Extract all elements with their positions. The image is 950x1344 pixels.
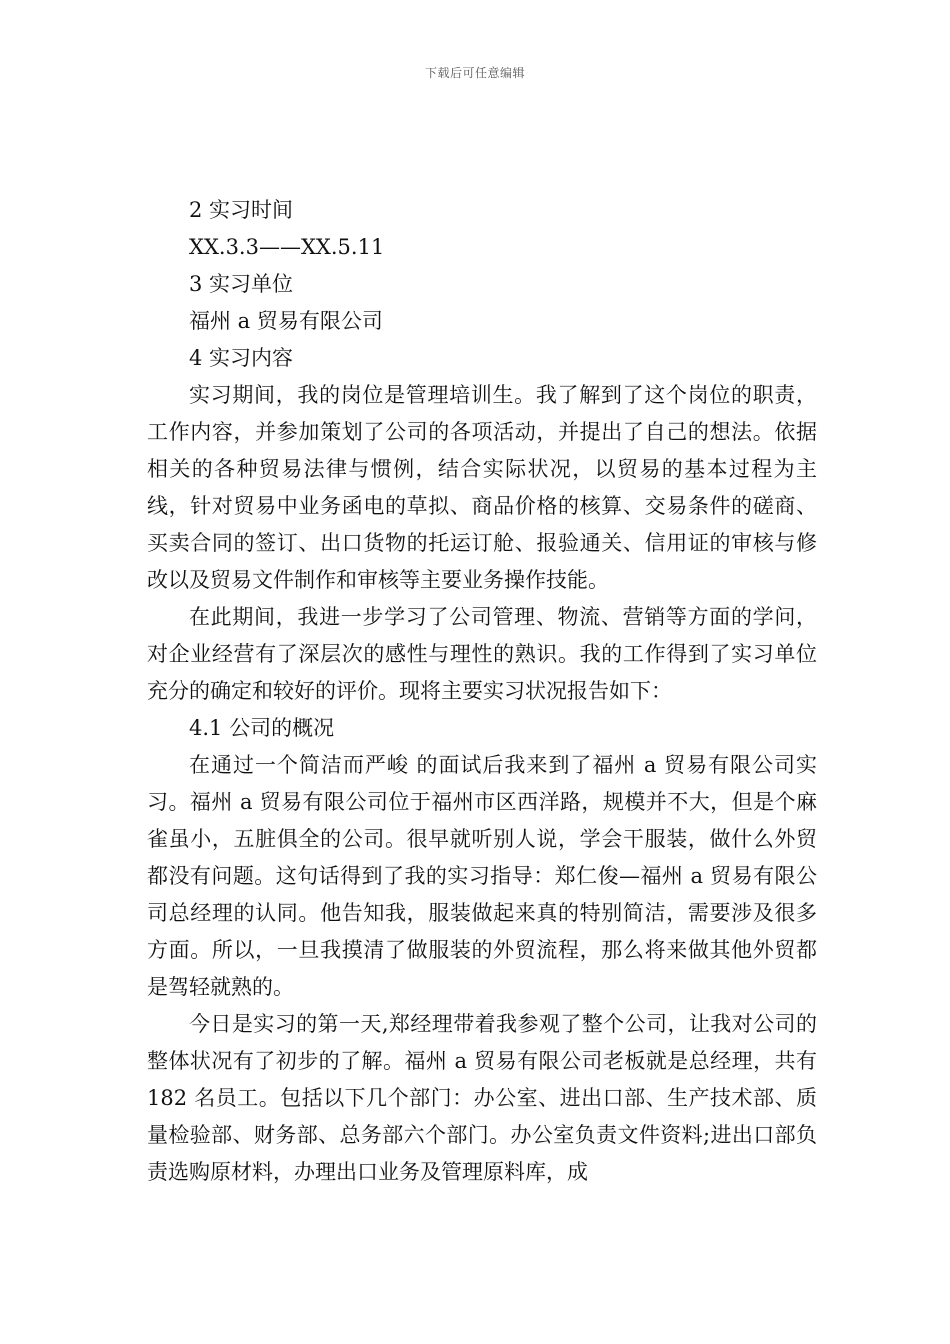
heading-internship-time: 2 实习时间 <box>189 198 294 222</box>
paragraph-company-intro: 在通过一个简洁而严峻 的面试后我来到了福州 a 贸易有限公司实习。福州 a 贸易有限公司位于福州市区西洋路，规模并不大，但是个麻雀虽小，五脏俱全的公司。很早就听别人说，学会干服装，做什么外贸都没有问题。这句话得到了我的实习指导：郑仁俊—福州 a 贸易有限公司总经理的认同。他告知我，服装做起来真的特别简洁，需要涉及很多方面。所以，一旦我摸清了做服装的外贸流程，那么将来做其他外贸都是驾轻就熟的。 <box>147 753 817 999</box>
page-header: 下载后可任意编辑 <box>424 66 525 80</box>
paragraph-duties: 实习期间，我的岗位是管理培训生。我了解到了这个岗位的职责，工作内容，并参加策划了公司的各项活动，并提出了自己的想法。依据相关的各种贸易法律与惯例，结合实际状况，以贸易的基本过程为主线，针对贸易中业务函电的草拟、商品价格的核算、交易条件的磋商、买卖合同的签订、出口货物的托运订舱、报验通关、信用证的审核与修改以及贸易文件制作和审核等主要业务操作技能。 <box>147 383 817 592</box>
paragraph-first-day: 今日是实习的第一天,郑经理带着我参观了整个公司，让我对公司的整体状况有了初步的了解。福州 a 贸易有限公司老板就是总经理，共有 182 名员工。包括以下几个部门：办公室、进出口部、生产技术部、质量检验部、财务部、总务部六个部门。办公室负责文件资料;进出口部负责选购原材料，办理出口业务及管理原料库，成 <box>147 1012 817 1184</box>
heading-internship-content: 4 实习内容 <box>189 346 294 370</box>
heading-company-overview: 4.1 公司的概况 <box>189 716 335 740</box>
paragraph-learning: 在此期间，我进一步学习了公司管理、物流、营销等方面的学问，对企业经营有了深层次的感性与理性的熟识。我的工作得到了实习单位充分的确定和较好的评价。现将主要实习状况报告如下： <box>147 605 817 703</box>
document-body <box>147 192 817 1191</box>
internship-time-value: XX.3.3——XX.5.11 <box>189 235 385 259</box>
internship-unit-value: 福州 a 贸易有限公司 <box>189 309 383 333</box>
heading-internship-unit: 3 实习单位 <box>189 272 294 296</box>
